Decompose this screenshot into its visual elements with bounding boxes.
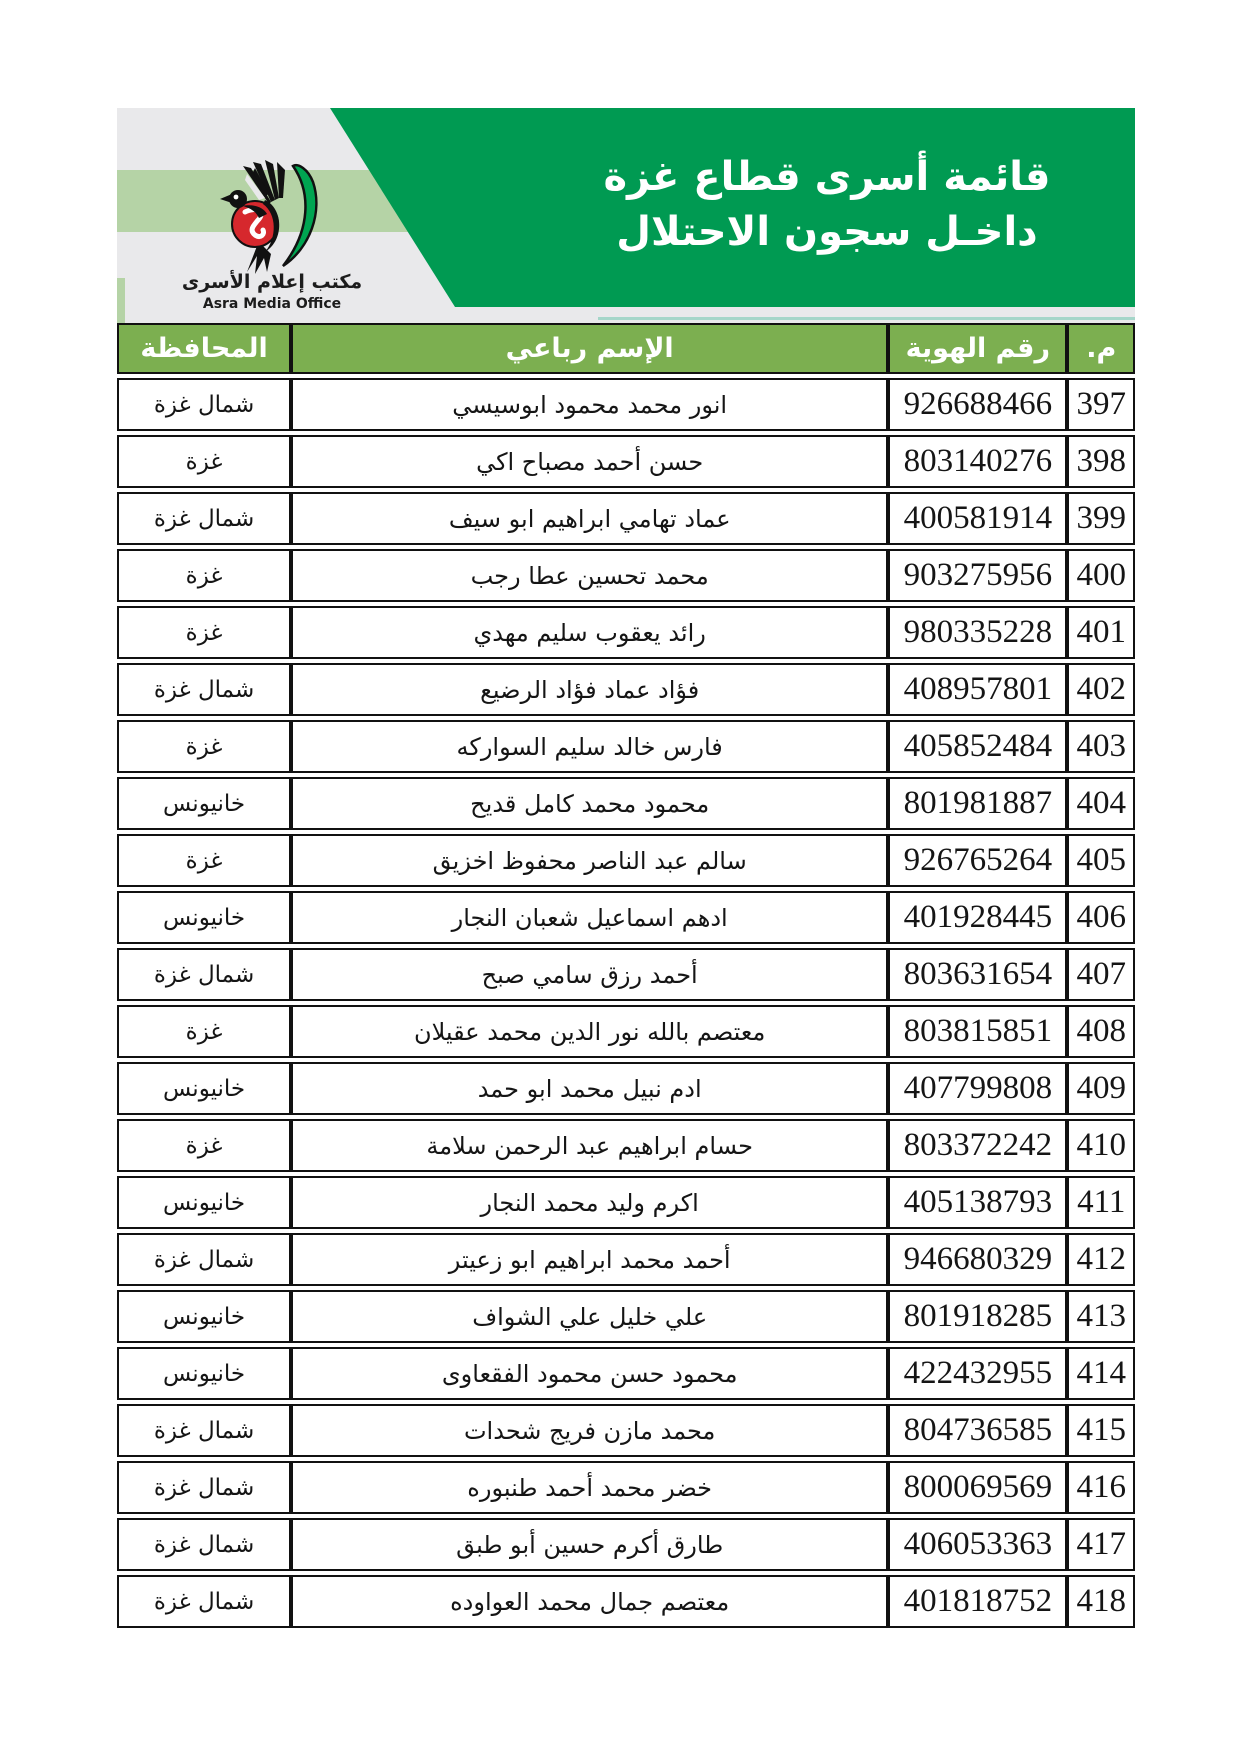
cell-id: 801981887 <box>888 777 1067 830</box>
cell-index: 400 <box>1067 549 1135 602</box>
cell-gov: غزة <box>117 1119 291 1172</box>
table-row <box>117 435 1135 488</box>
cell-gov: شمال غزة <box>117 948 291 1001</box>
cell-index: 416 <box>1067 1461 1135 1514</box>
cell-id: 946680329 <box>888 1233 1067 1286</box>
cell-index: 413 <box>1067 1290 1135 1343</box>
logo-bird-beak <box>220 194 232 203</box>
cell-index: 417 <box>1067 1518 1135 1571</box>
cell-name: انور محمد محمود ابوسيسي <box>291 378 888 431</box>
table-row <box>117 1233 1135 1286</box>
cell-gov: خانيونس <box>117 1062 291 1115</box>
cell-gov: شمال غزة <box>117 1518 291 1571</box>
cell-id: 405852484 <box>888 720 1067 773</box>
table-row <box>117 1404 1135 1457</box>
table-header-row <box>117 323 1135 374</box>
cell-id: 801918285 <box>888 1290 1067 1343</box>
logo-caption-english: Asra Media Office <box>202 296 342 312</box>
cell-id: 400581914 <box>888 492 1067 545</box>
table-row <box>117 1347 1135 1400</box>
cell-id: 401928445 <box>888 891 1067 944</box>
cell-gov: غزة <box>117 435 291 488</box>
cell-name: معتصم بالله نور الدين محمد عقيلان <box>291 1005 888 1058</box>
cell-name: اكرم وليد محمد النجار <box>291 1176 888 1229</box>
table-row <box>117 891 1135 944</box>
logo-keffiyeh-wing <box>243 160 285 204</box>
table-row <box>117 777 1135 830</box>
cell-index: 404 <box>1067 777 1135 830</box>
cell-gov: شمال غزة <box>117 663 291 716</box>
cell-id: 903275956 <box>888 549 1067 602</box>
table-row <box>117 1461 1135 1514</box>
cell-gov: خانيونس <box>117 1347 291 1400</box>
col-header-governorate: المحافظة <box>117 323 291 374</box>
cell-index: 406 <box>1067 891 1135 944</box>
cell-gov: شمال غزة <box>117 492 291 545</box>
cell-gov: غزة <box>117 720 291 773</box>
cell-name: عماد تهامي ابراهيم ابو سيف <box>291 492 888 545</box>
cell-gov: خانيونس <box>117 1290 291 1343</box>
cell-id: 401818752 <box>888 1575 1067 1628</box>
cell-index: 409 <box>1067 1062 1135 1115</box>
logo-caption-arabic: مكتب إعلام الأسرى <box>181 271 363 293</box>
table-row <box>117 492 1135 545</box>
cell-name: علي خليل علي الشواف <box>291 1290 888 1343</box>
cell-name: ادهم اسماعيل شعبان النجار <box>291 891 888 944</box>
cell-index: 415 <box>1067 1404 1135 1457</box>
cell-gov: شمال غزة <box>117 1461 291 1514</box>
cell-index: 411 <box>1067 1176 1135 1229</box>
table-row <box>117 663 1135 716</box>
table-row <box>117 834 1135 887</box>
cell-index: 397 <box>1067 378 1135 431</box>
cell-index: 418 <box>1067 1575 1135 1628</box>
cell-name: فؤاد عماد فؤاد الرضيع <box>291 663 888 716</box>
document-title <box>547 150 1107 260</box>
cell-id: 926688466 <box>888 378 1067 431</box>
cell-id: 800069569 <box>888 1461 1067 1514</box>
document-title-line1: قائمة أسرى قطاع غزة <box>603 154 1051 200</box>
cell-id: 408957801 <box>888 663 1067 716</box>
table-row <box>117 606 1135 659</box>
col-header-index: م. <box>1067 323 1135 374</box>
table-row <box>117 948 1135 1001</box>
cell-gov: غزة <box>117 1005 291 1058</box>
cell-id: 405138793 <box>888 1176 1067 1229</box>
col-header-id: رقم الهوية <box>888 323 1067 374</box>
cell-name: أحمد رزق سامي صبح <box>291 948 888 1001</box>
cell-name: سالم عبد الناصر محفوظ اخزيق <box>291 834 888 887</box>
logo-green-wing <box>283 165 316 266</box>
cell-index: 410 <box>1067 1119 1135 1172</box>
cell-gov: شمال غزة <box>117 1575 291 1628</box>
cell-id: 926765264 <box>888 834 1067 887</box>
table-row <box>117 378 1135 431</box>
cell-name: محمود حسن محمود الفقعاوى <box>291 1347 888 1400</box>
cell-index: 405 <box>1067 834 1135 887</box>
cell-index: 399 <box>1067 492 1135 545</box>
cell-index: 401 <box>1067 606 1135 659</box>
table-row <box>117 1005 1135 1058</box>
table-row <box>117 720 1135 773</box>
cell-index: 412 <box>1067 1233 1135 1286</box>
cell-id: 407799808 <box>888 1062 1067 1115</box>
cell-index: 402 <box>1067 663 1135 716</box>
table-row <box>117 549 1135 602</box>
asra-media-office-logo <box>207 152 337 277</box>
cell-name: طارق أكرم حسين أبو طبق <box>291 1518 888 1571</box>
cell-gov: شمال غزة <box>117 1404 291 1457</box>
table-row <box>117 1119 1135 1172</box>
cell-id: 804736585 <box>888 1404 1067 1457</box>
cell-id: 422432955 <box>888 1347 1067 1400</box>
cell-id: 803140276 <box>888 435 1067 488</box>
cell-gov: غزة <box>117 549 291 602</box>
cell-name: رائد يعقوب سليم مهدي <box>291 606 888 659</box>
cell-gov: خانيونس <box>117 777 291 830</box>
cell-gov: خانيونس <box>117 891 291 944</box>
cell-name: أحمد محمد ابراهيم ابو زعيتر <box>291 1233 888 1286</box>
cell-name: فارس خالد سليم السواركه <box>291 720 888 773</box>
cell-name: محمد مازن فريج شحدات <box>291 1404 888 1457</box>
table-row <box>117 1290 1135 1343</box>
cell-name: محمود محمد كامل قديح <box>291 777 888 830</box>
cell-index: 398 <box>1067 435 1135 488</box>
cell-id: 803631654 <box>888 948 1067 1001</box>
cell-id: 803815851 <box>888 1005 1067 1058</box>
table-row <box>117 1176 1135 1229</box>
banner-sage-tail <box>117 278 125 323</box>
cell-gov: خانيونس <box>117 1176 291 1229</box>
document-title-line2: داخـل سجون الاحتلال <box>616 209 1038 255</box>
cell-name: ادم نبيل محمد ابو حمد <box>291 1062 888 1115</box>
cell-id: 406053363 <box>888 1518 1067 1571</box>
header-banner <box>117 108 1135 323</box>
cell-index: 408 <box>1067 1005 1135 1058</box>
cell-name: معتصم جمال محمد العواوده <box>291 1575 888 1628</box>
table-row <box>117 1062 1135 1115</box>
table-row <box>117 1518 1135 1571</box>
cell-id: 803372242 <box>888 1119 1067 1172</box>
cell-name: محمد تحسين عطا رجب <box>291 549 888 602</box>
cell-name: حسام ابراهيم عبد الرحمن سلامة <box>291 1119 888 1172</box>
col-header-name: الإسم رباعي <box>291 323 888 374</box>
cell-index: 414 <box>1067 1347 1135 1400</box>
cell-name: حسن أحمد مصباح اكي <box>291 435 888 488</box>
table-row <box>117 1575 1135 1628</box>
cell-gov: غزة <box>117 834 291 887</box>
cell-id: 980335228 <box>888 606 1067 659</box>
cell-index: 403 <box>1067 720 1135 773</box>
cell-name: خضر محمد أحمد طنبوره <box>291 1461 888 1514</box>
cell-gov: غزة <box>117 606 291 659</box>
cell-gov: شمال غزة <box>117 378 291 431</box>
cell-index: 407 <box>1067 948 1135 1001</box>
cell-gov: شمال غزة <box>117 1233 291 1286</box>
logo-bird-eye <box>234 195 239 200</box>
prisoners-table <box>117 319 1135 1632</box>
